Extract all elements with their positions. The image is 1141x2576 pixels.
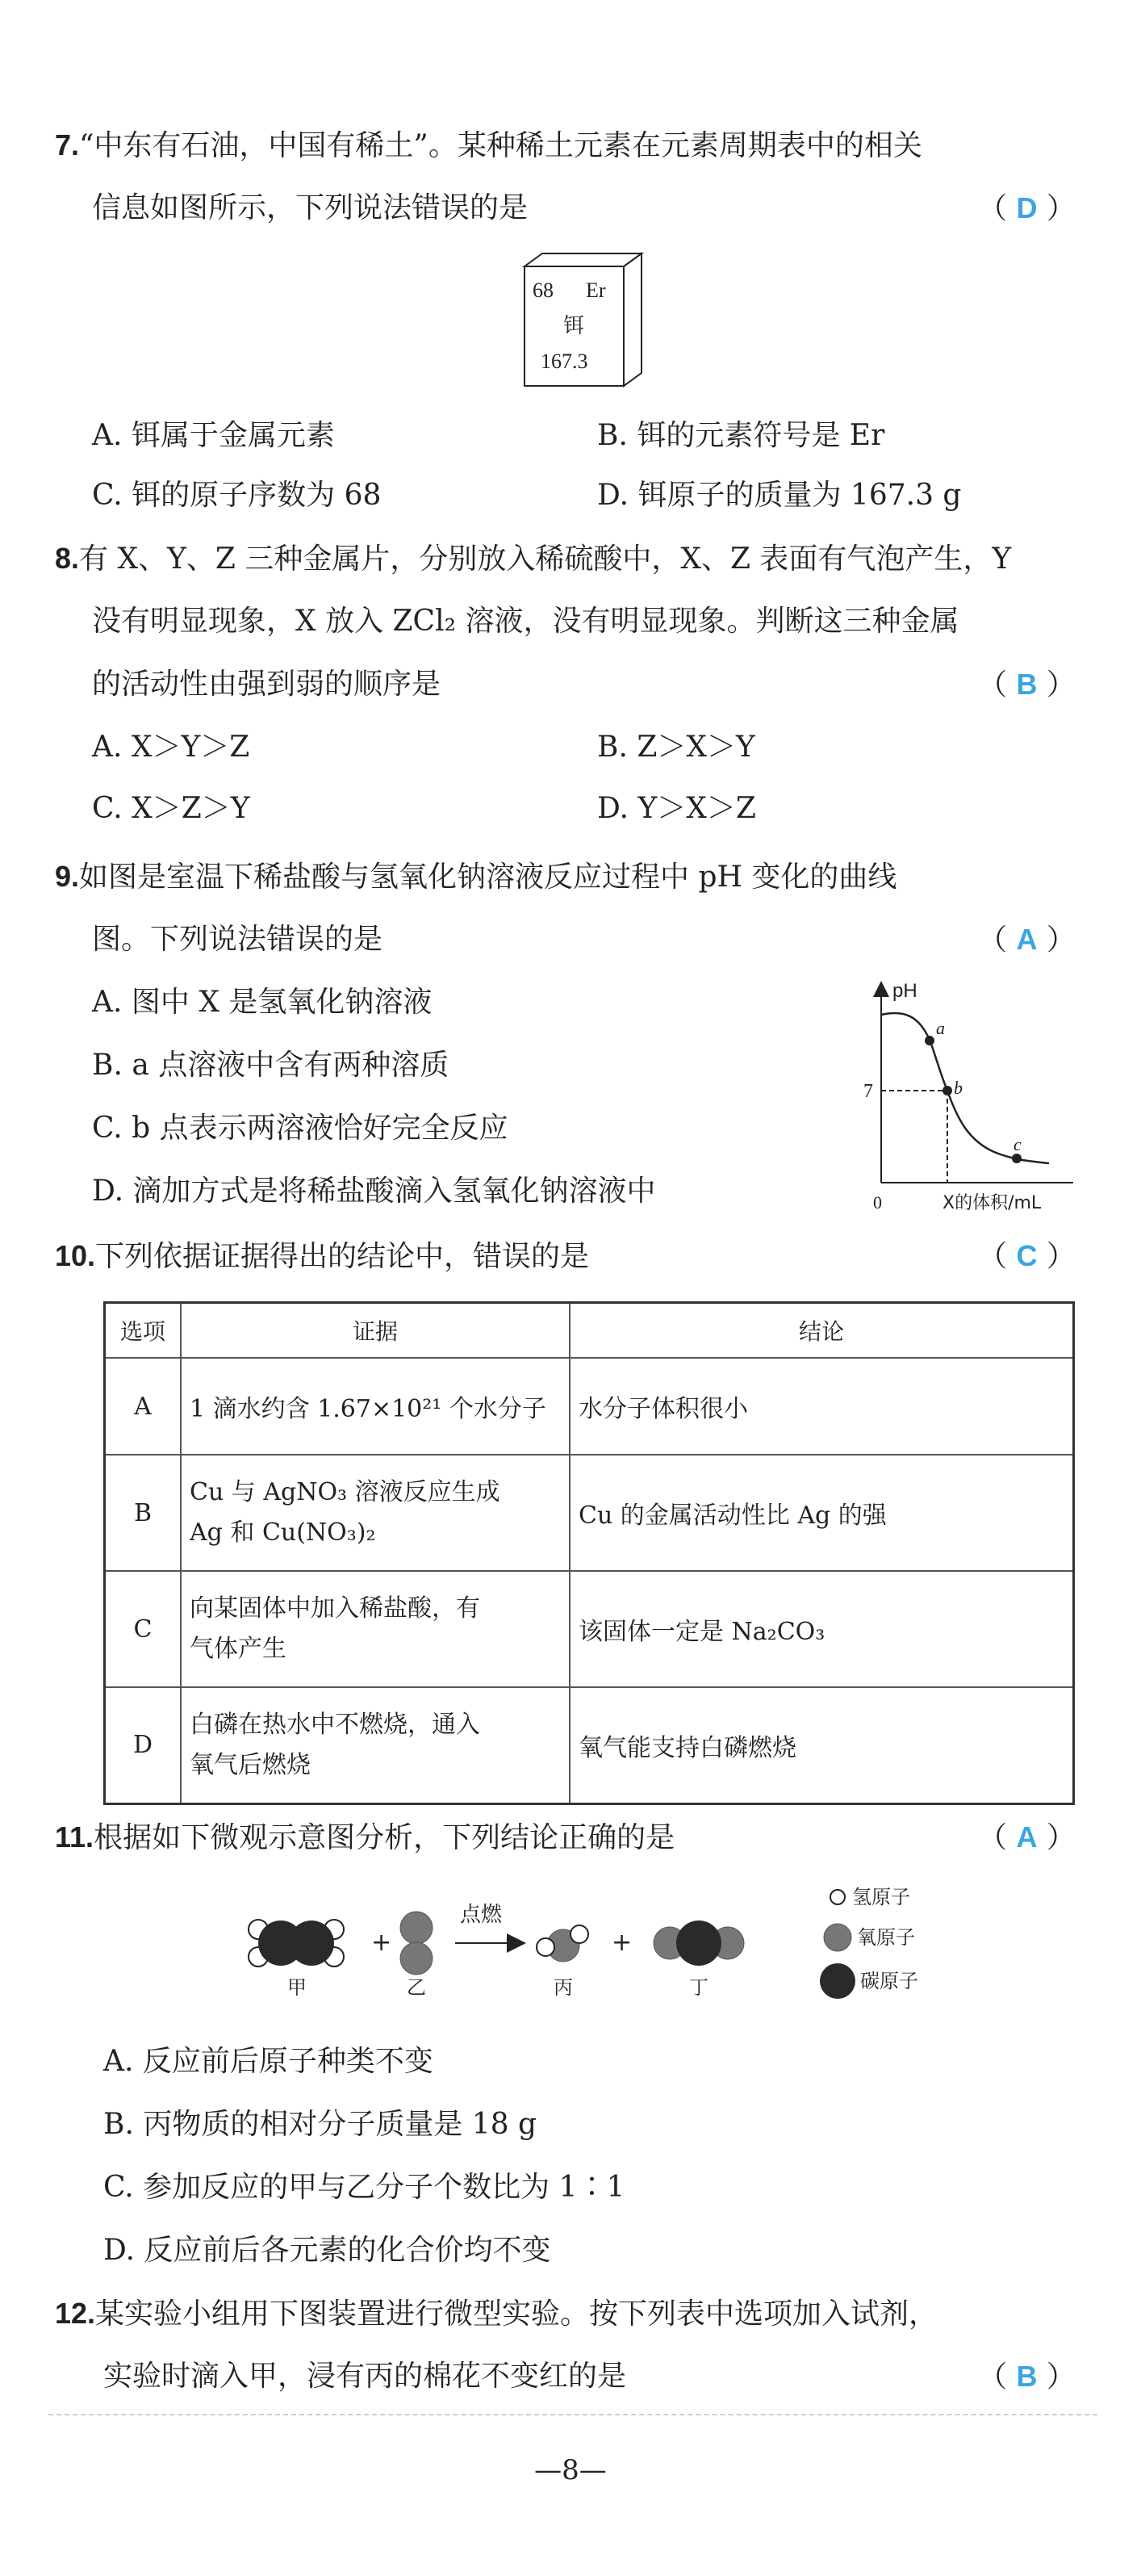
q7-option-c: C. 铒的原子序数为 68	[92, 479, 382, 512]
table-row	[105, 1571, 1074, 1687]
q7-line1: 7.“中东有石油，中国有稀土”。某种稀土元素在元素周期表中的相关	[55, 128, 922, 162]
q9-line2: 图。下列说法错误的是	[92, 923, 383, 956]
legend-oxygen: 氧原子	[857, 1926, 915, 1949]
table-cell-evidence: 白磷在热水中不燃烧，通入 氧气后燃烧	[181, 1687, 570, 1803]
element-symbol: Er	[586, 279, 606, 302]
molecule-diagram	[234, 1873, 1001, 2026]
ph-label-a: a	[936, 1018, 945, 1038]
q11-number: 11.	[55, 1820, 94, 1853]
ph-point-a	[925, 1036, 934, 1045]
q9-answer: （ A ）	[978, 923, 1076, 957]
q11-answer: （ A ）	[978, 1820, 1076, 1854]
ph-label-c: c	[1014, 1134, 1022, 1154]
plus-sign: +	[612, 1929, 633, 1957]
molecule-ding	[654, 1920, 744, 1966]
label-bing: 丙	[554, 1976, 573, 1999]
ph-y-label: pH	[892, 980, 917, 1002]
table-cell-evidence: 1 滴水约含 1.67×10²¹ 个水分子	[181, 1358, 570, 1455]
ph-label-b: b	[954, 1078, 963, 1098]
table-cell-option: B	[105, 1455, 182, 1571]
q12-number: 12.	[55, 2297, 96, 2330]
ph-point-c	[1012, 1154, 1022, 1163]
table-header: 选项	[105, 1303, 182, 1359]
ph-point-b	[942, 1086, 952, 1095]
table-cell-evidence: 向某固体中加入稀盐酸，有 气体产生	[181, 1571, 570, 1687]
table-cell-conclusion: Cu 的金属活动性比 Ag 的强	[570, 1455, 1074, 1571]
q8-line3: 的活动性由强到弱的顺序是	[92, 668, 441, 701]
table-cell-option: D	[105, 1687, 182, 1803]
table-cell-option: C	[105, 1571, 182, 1687]
ph-tick-7: 7	[863, 1081, 873, 1102]
molecule-bing	[537, 1925, 588, 1962]
table-row	[105, 1358, 1074, 1455]
q11-line1: 11.根据如下微观示意图分析，下列结论正确的是	[55, 1820, 675, 1854]
table-cell-conclusion: 该固体一定是 Na₂CO₃	[570, 1571, 1074, 1687]
page-divider	[48, 2414, 1097, 2415]
table-row	[105, 1687, 1074, 1803]
q12-answer: （ B ）	[978, 2360, 1076, 2394]
q8-line1: 8.有 X、Y、Z 三种金属片，分别放入稀硫酸中，X、Z 表面有气泡产生，Y	[55, 542, 1012, 576]
q7-number: 7.	[55, 128, 80, 161]
page-number: —8—	[534, 2454, 607, 2486]
evidence-table	[103, 1301, 1075, 1805]
ph-curve-chart	[855, 973, 1089, 1215]
q11-option-d: D. 反应前后各元素的化合价均不变	[103, 2234, 551, 2267]
plus-sign: +	[371, 1929, 392, 1957]
q11-option-b: B. 丙物质的相对分子质量是 18 g	[103, 2108, 537, 2141]
label-jia: 甲	[287, 1976, 307, 1999]
q10-number: 10.	[55, 1239, 96, 1272]
table-cell-option: A	[105, 1358, 182, 1455]
q9-line1: 9.如图是室温下稀盐酸与氢氧化钠溶液反应过程中 pH 变化的曲线	[55, 860, 897, 894]
legend-carbon: 碳原子	[860, 1970, 918, 1992]
q9-option-a: A. 图中 X 是氢氧化钠溶液	[92, 986, 433, 1019]
q9-option-c: C. b 点表示两溶液恰好完全反应	[92, 1112, 508, 1145]
reaction-condition: 点燃	[460, 1903, 503, 1927]
q7-answer: （ D ）	[978, 191, 1076, 225]
element-tile-figure	[508, 250, 654, 396]
element-number: 68	[533, 279, 554, 302]
element-mass: 167.3	[541, 350, 588, 373]
table-cell-conclusion: 氧气能支持白磷燃烧	[570, 1687, 1074, 1803]
q10-line1: 10.下列依据证据得出的结论中，错误的是	[55, 1239, 590, 1273]
q7-option-d: D. 铒原子的质量为 167.3 g	[597, 479, 962, 512]
ph-x-label: X的体积/mL	[942, 1193, 1042, 1213]
q10-answer: （ C ）	[978, 1239, 1076, 1273]
q8-answer: （ B ）	[978, 668, 1076, 702]
table-row	[105, 1455, 1074, 1571]
q8-option-b: B. Z＞X＞Y	[597, 731, 755, 764]
q7-option-b: B. 铒的元素符号是 Er	[597, 419, 885, 452]
q8-line2: 没有明显现象，X 放入 ZCl₂ 溶液，没有明显现象。判断这三种金属	[92, 605, 959, 638]
element-name: 铒	[563, 314, 585, 338]
legend	[820, 1886, 918, 1999]
label-yi: 乙	[407, 1976, 426, 1999]
molecule-yi	[400, 1912, 433, 1975]
ph-origin-label: 0	[873, 1192, 882, 1213]
ph-curve	[881, 1013, 1049, 1163]
q9-option-b: B. a 点溶液中含有两种溶质	[92, 1049, 449, 1082]
q11-option-c: C. 参加反应的甲与乙分子个数比为 1∶1	[103, 2171, 625, 2204]
q11-option-a: A. 反应前后原子种类不变	[103, 2045, 433, 2078]
q8-number: 8.	[55, 542, 80, 575]
table-header: 证据	[181, 1303, 570, 1359]
q12-line1: 12.某实验小组用下图装置进行微型实验。按下列表中选项加入试剂，	[55, 2297, 938, 2331]
table-cell-evidence: Cu 与 AgNO₃ 溶液反应生成 Ag 和 Cu(NO₃)₂	[181, 1455, 570, 1571]
q12-line2: 实验时滴入甲，浸有丙的棉花不变红的是	[103, 2360, 627, 2393]
q7-option-a: A. 铒属于金属元素	[92, 419, 335, 452]
q9-option-d: D. 滴加方式是将稀盐酸滴入氢氧化钠溶液中	[92, 1175, 656, 1208]
legend-hydrogen: 氢原子	[852, 1886, 910, 1908]
table-cell-conclusion: 水分子体积很小	[570, 1358, 1074, 1455]
q7-line2: 信息如图所示，下列说法错误的是	[92, 191, 529, 224]
q9-number: 9.	[55, 860, 80, 893]
q8-option-c: C. X＞Z＞Y	[92, 792, 250, 825]
label-ding: 丁	[689, 1976, 708, 1999]
q8-option-d: D. Y＞X＞Z	[597, 792, 756, 825]
table-header: 结论	[570, 1303, 1074, 1359]
q8-option-a: A. X＞Y＞Z	[92, 731, 250, 764]
molecule-jia	[249, 1920, 344, 1967]
table-header-row	[105, 1303, 1074, 1359]
